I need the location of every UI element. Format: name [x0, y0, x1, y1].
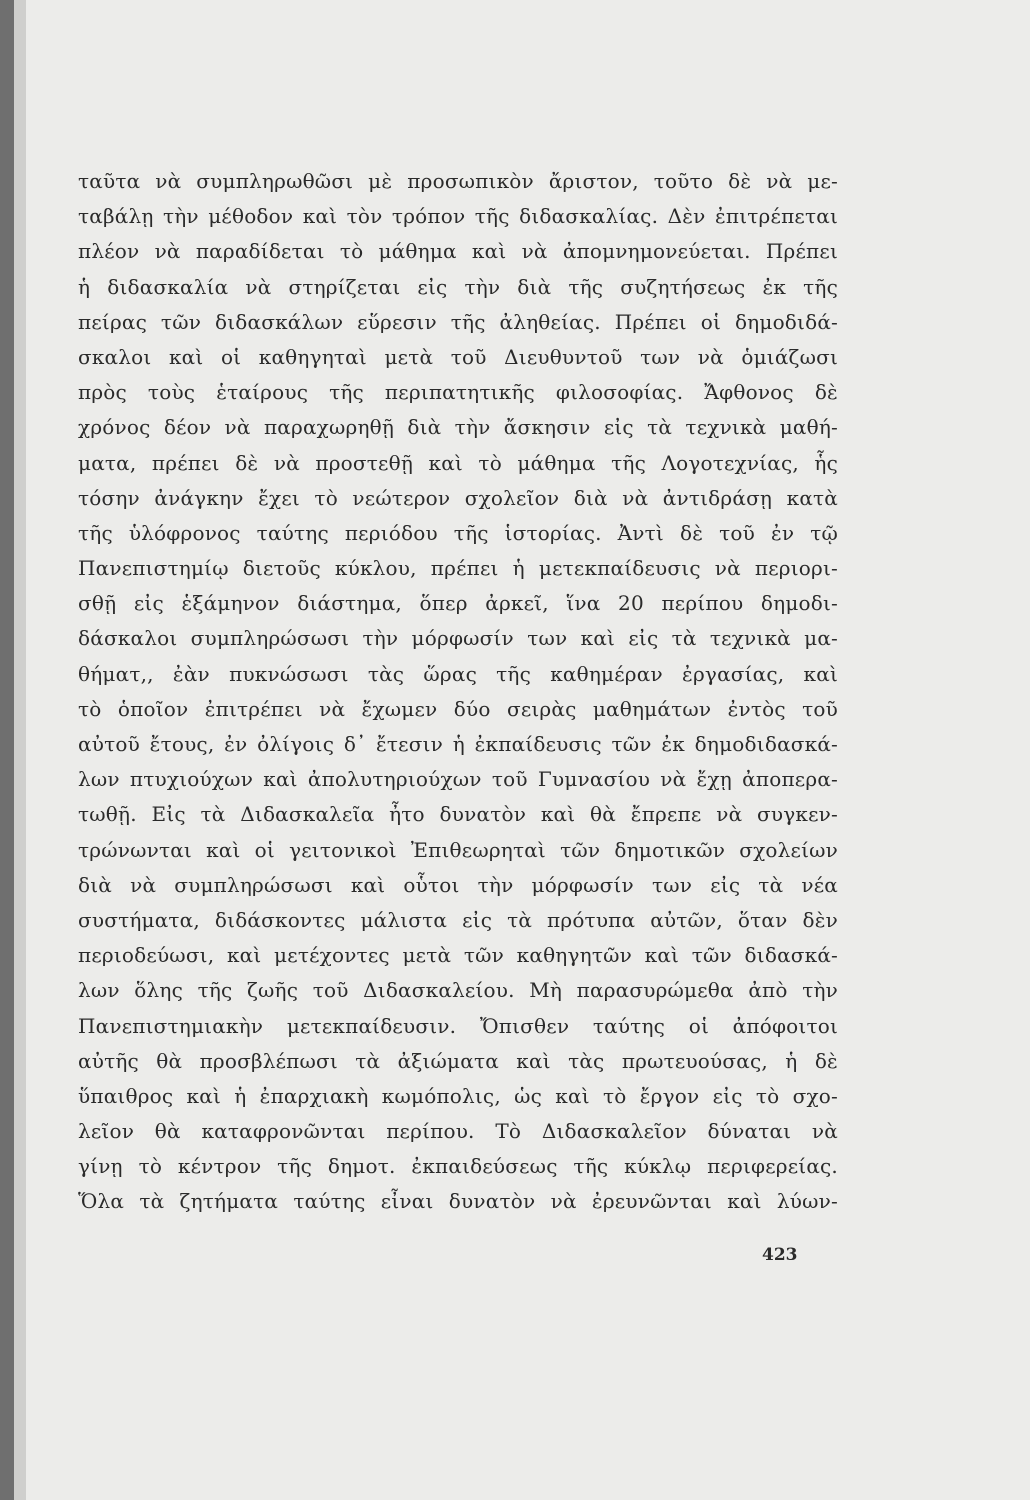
- text-line: θήματ,, ἐὰν πυκνώσωσι τὰς ὥρας τῆς καθημέραν ἐργασίας, καὶ: [78, 661, 838, 686]
- text-line: πείρας τῶν διδασκάλων εὕρεσιν τῆς ἀληθείας. Πρέπει οἱ δημοδιδά-: [78, 309, 838, 334]
- text-line: πλέον νὰ παραδίδεται τὸ μάθημα καὶ νὰ ἀπομνημονεύεται. Πρέπει: [78, 239, 838, 264]
- text-line: ταβάλῃ τὴν μέθοδον καὶ τὸν τρόπον τῆς διδασκαλίας. Δὲν ἐπιτρέπεται: [78, 204, 838, 229]
- book-spine-edge: [0, 0, 14, 1500]
- text-line: ἡ διδασκαλία νὰ στηρίζεται εἰς τὴν διὰ τῆς συζητήσεως ἐκ τῆς: [78, 274, 838, 299]
- body-text: [78, 164, 838, 1220]
- text-line: Πανεπιστημιακὴν μετεκπαίδευσιν. Ὄπισθεν ταύτης οἱ ἀπόφοιτοι: [78, 1013, 838, 1038]
- text-line: δάσκαλοι συμπληρώσωσι τὴν μόρφωσίν των καὶ εἰς τὰ τεχνικὰ μα-: [78, 626, 838, 651]
- text-line: ματα, πρέπει δὲ νὰ προστεθῇ καὶ τὸ μάθημα τῆς Λογοτεχνίας, ἧς: [78, 450, 838, 475]
- text-line: Πανεπιστημίῳ διετοῦς κύκλου, πρέπει ἡ μετεκπαίδευσις νὰ περιορι-: [78, 556, 838, 581]
- text-line: Ὅλα τὰ ζητήματα ταύτης εἶναι δυνατὸν νὰ ἐρευνῶνται καὶ λύων-: [78, 1189, 838, 1214]
- text-line: λων πτυχιούχων καὶ ἀπολυτηριούχων τοῦ Γυμνασίου νὰ ἔχῃ ἀποπερα-: [78, 767, 838, 792]
- text-line: ὕπαιθρος καὶ ἡ ἐπαρχιακὴ κωμόπολις, ὡς καὶ τὸ ἔργον εἰς τὸ σχο-: [78, 1083, 838, 1108]
- text-line: χρόνος δέον νὰ παραχωρηθῇ διὰ τὴν ἄσκησιν εἰς τὰ τεχνικὰ μαθή-: [78, 415, 838, 440]
- text-line: λων ὅλης τῆς ζωῆς τοῦ Διδασκαλείου. Μὴ παρασυρώμεθα ἀπὸ τὴν: [78, 978, 838, 1003]
- text-line: πρὸς τοὺς ἑταίρους τῆς περιπατητικῆς φιλοσοφίας. Ἄφθονος δὲ: [78, 380, 838, 405]
- page-gutter-shadow: [14, 0, 26, 1500]
- text-line: τρώνωνται καὶ οἱ γειτονικοὶ Ἐπιθεωρηταὶ τῶν δημοτικῶν σχολείων: [78, 837, 838, 862]
- text-line: αὐτοῦ ἔτους, ἐν ὀλίγοις δ᾽ ἔτεσιν ἡ ἐκπαίδευσις τῶν ἐκ δημοδιδασκά-: [78, 732, 838, 756]
- text-line: ταῦτα νὰ συμπληρωθῶσι μὲ προσωπικὸν ἄριστον, τοῦτο δὲ νὰ με-: [78, 169, 838, 193]
- page-number: 423: [762, 1245, 798, 1265]
- text-line: τωθῇ. Εἰς τὰ Διδασκαλεῖα ἦτο δυνατὸν καὶ θὰ ἔπρεπε νὰ συγκεν-: [78, 802, 838, 827]
- text-line: σθῇ εἰς ἑξάμηνον διάστημα, ὅπερ ἀρκεῖ, ἵνα 20 περίπου δημοδι-: [78, 591, 838, 616]
- text-line: τῆς ὑλόφρονος ταύτης περιόδου τῆς ἱστορίας. Ἀντὶ δὲ τοῦ ἐν τῷ: [78, 520, 838, 545]
- text-line: τόσην ἀνάγκην ἔχει τὸ νεώτερον σχολεῖον διὰ νὰ ἀντιδράσῃ κατὰ: [78, 485, 838, 510]
- text-line: αὐτῆς θὰ προσβλέπωσι τὰ ἀξιώματα καὶ τὰς πρωτευούσας, ἡ δὲ: [78, 1048, 838, 1073]
- text-line: λεῖον θὰ καταφρονῶνται περίπου. Τὸ Διδασκαλεῖον δύναται νὰ: [78, 1119, 838, 1144]
- text-line: διὰ νὰ συμπληρώσωσι καὶ οὗτοι τὴν μόρφωσίν των εἰς τὰ νέα: [78, 872, 838, 897]
- text-line: τὸ ὁποῖον ἐπιτρέπει νὰ ἔχωμεν δύο σειρὰς μαθημάτων ἐντὸς τοῦ: [78, 696, 838, 721]
- text-line: περιοδεύωσι, καὶ μετέχοντες μετὰ τῶν καθηγητῶν καὶ τῶν διδασκά-: [78, 943, 838, 968]
- book-page: [26, 0, 1030, 1500]
- text-line: συστήματα, διδάσκοντες μάλιστα εἰς τὰ πρότυπα αὐτῶν, ὅταν δὲν: [78, 907, 838, 932]
- text-line: γίνῃ τὸ κέντρον τῆς δημοτ. ἐκπαιδεύσεως τῆς κύκλῳ περιφερείας.: [78, 1154, 838, 1179]
- text-line: σκαλοι καὶ οἱ καθηγηταὶ μετὰ τοῦ Διευθυντοῦ των νὰ ὁμιάζωσι: [78, 344, 838, 369]
